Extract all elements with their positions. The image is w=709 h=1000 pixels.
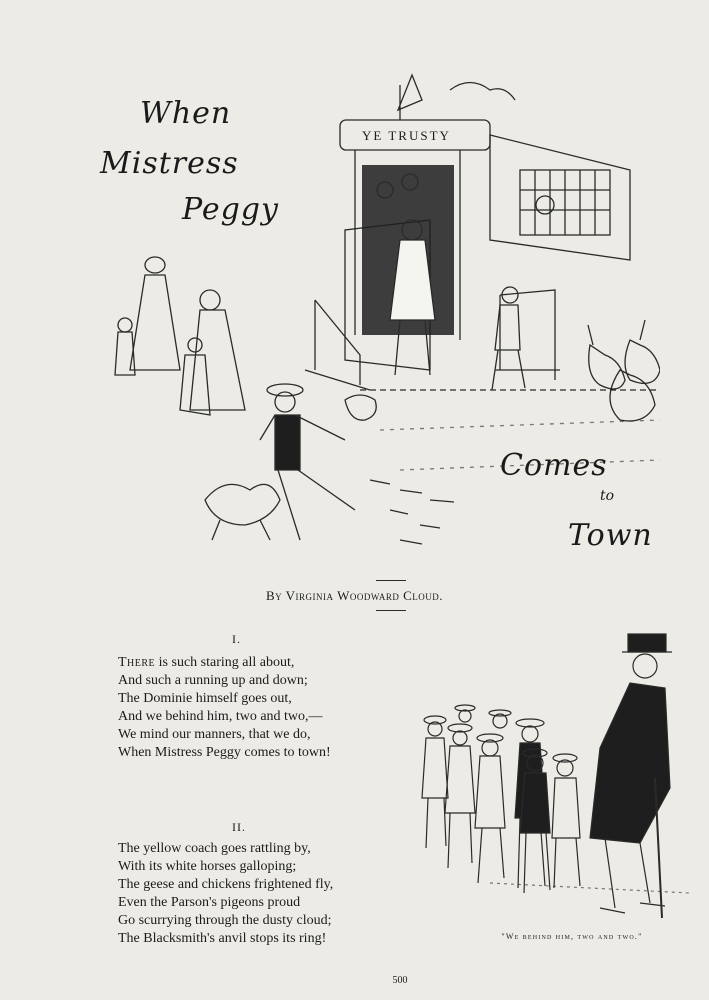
byline: By Virginia Woodward Cloud. <box>265 588 444 603</box>
title-mistress: Mistress <box>100 146 239 181</box>
title-to: to <box>600 488 615 504</box>
poem-line: The yellow coach goes rattling by, <box>118 841 311 856</box>
poem-line: Even the Parson's pigeons proud <box>118 895 301 910</box>
byline-rule-bottom <box>376 610 406 611</box>
poem-line-rest: is such staring all about, <box>155 655 295 670</box>
poem-line: We mind our manners, that we do, <box>118 727 311 742</box>
title-town: Town <box>568 518 653 553</box>
dominie-drawing <box>400 628 700 928</box>
stanza-1 <box>118 654 331 762</box>
poem-line <box>118 654 331 672</box>
poem-first-word: There <box>118 655 156 670</box>
title-peggy: Peggy <box>182 192 279 227</box>
poem-line: The geese and chickens frightened fly, <box>118 877 334 892</box>
stanza-number-1: I. <box>232 632 241 646</box>
poem-line: When Mistress Peggy comes to town! <box>118 745 331 760</box>
coach-sign-text: YE TRUSTY <box>362 128 451 143</box>
poem-line: The Dominie himself goes out, <box>118 691 292 706</box>
poem-line: And we behind him, two and two,— <box>118 709 323 724</box>
title-comes: Comes <box>500 448 608 483</box>
illustration-coach-scene <box>100 70 660 570</box>
stanza-number-2: II. <box>232 820 246 834</box>
title-when: When <box>140 96 232 131</box>
poem-line: The Blacksmith's anvil stops its ring! <box>118 931 327 946</box>
stanza-2 <box>118 840 333 948</box>
illustration-dominie-and-boys <box>400 628 700 928</box>
byline-rule-top <box>376 580 406 581</box>
illustration-caption: "We behind him, two and two." <box>501 932 643 941</box>
poem-line: And such a running up and down; <box>118 673 308 688</box>
page-number: 500 <box>392 975 408 986</box>
coach-scene-drawing <box>100 70 660 570</box>
poem-line: Go scurrying through the dusty cloud; <box>118 913 332 928</box>
poem-line: With its white horses galloping; <box>118 859 297 874</box>
